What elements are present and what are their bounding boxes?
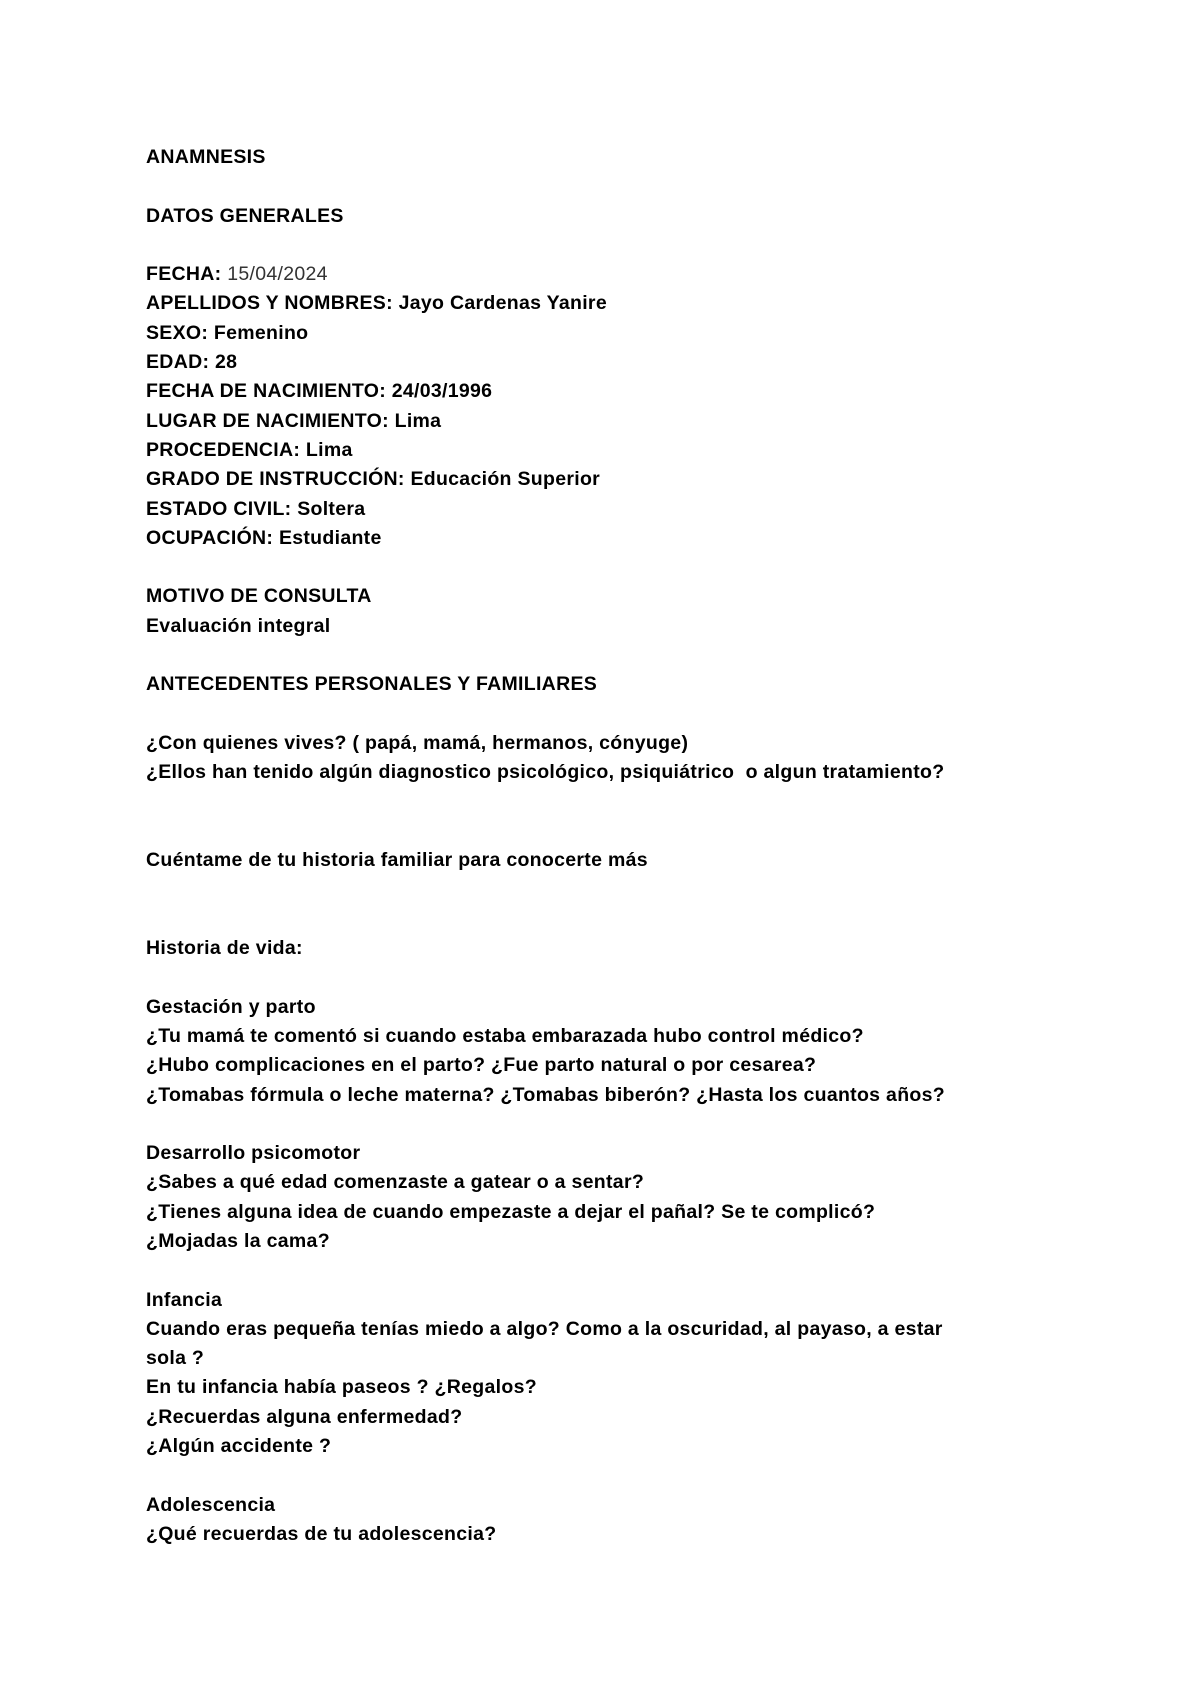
question-item: ¿Tu mamá te comentó si cuando estaba embarazada hubo control médico?: [146, 1024, 864, 1047]
field-value: Lima: [305, 438, 353, 461]
question-item: En tu infancia había paseos ? ¿Regalos?: [146, 1376, 537, 1399]
field-procedencia: [146, 436, 1046, 465]
field-nombres: [146, 289, 1046, 318]
document-body: [146, 143, 1046, 1549]
field-label: GRADO DE INSTRUCCIÓN:: [146, 468, 405, 491]
question-with-whom: ¿Con quienes vives? ( papá, mamá, hermanos, cónyuge): [146, 731, 689, 754]
question-item: sola ?: [146, 1347, 205, 1370]
question-item: ¿Hubo complicaciones en el parto? ¿Fue parto natural o por cesarea?: [146, 1054, 817, 1077]
field-estado-civil: [146, 495, 1046, 524]
field-value: 15/04/2024: [227, 263, 328, 286]
section-heading-historia: Historia de vida:: [146, 937, 303, 960]
field-value: Soltera: [297, 497, 366, 520]
question-item: ¿Mojadas la cama?: [146, 1229, 330, 1252]
question-diagnosis: ¿Ellos han tenido algún diagnostico psicológico, psiquiátrico o algun tratamiento?: [146, 761, 945, 784]
question-item: ¿Tomabas fórmula o leche materna? ¿Tomabas biberón? ¿Hasta los cuantos años?: [146, 1083, 945, 1106]
question-item: ¿Tienes alguna idea de cuando empezaste a dejar el pañal? Se te complicó?: [146, 1200, 876, 1223]
field-value: 24/03/1996: [391, 380, 493, 403]
field-label: OCUPACIÓN:: [146, 526, 274, 549]
field-value: Jayo Cardenas Yanire: [398, 292, 607, 315]
field-label: APELLIDOS Y NOMBRES:: [146, 292, 393, 315]
section-heading-antecedentes: ANTECEDENTES PERSONALES Y FAMILIARES: [146, 673, 598, 696]
field-label: SEXO:: [146, 321, 209, 344]
subheading-infancia: Infancia: [146, 1288, 223, 1311]
field-grado-instruccion: [146, 465, 1046, 494]
field-label: LUGAR DE NACIMIENTO:: [146, 409, 389, 432]
field-value: Femenino: [213, 321, 309, 344]
subheading-desarrollo: Desarrollo psicomotor: [146, 1142, 361, 1165]
field-lugar-nacimiento: [146, 407, 1046, 436]
field-label: FECHA DE NACIMIENTO:: [146, 380, 386, 403]
field-sexo: [146, 319, 1046, 348]
subheading-adolescencia: Adolescencia: [146, 1493, 276, 1516]
motivo-text: Evaluación integral: [146, 614, 331, 637]
field-label: FECHA:: [146, 263, 222, 286]
field-label: EDAD:: [146, 351, 210, 374]
field-value: 28: [214, 351, 238, 374]
question-family-history: Cuéntame de tu historia familiar para conocerte más: [146, 849, 648, 872]
section-heading-general: DATOS GENERALES: [146, 204, 344, 227]
question-item: ¿Recuerdas alguna enfermedad?: [146, 1405, 463, 1428]
section-heading-motivo: MOTIVO DE CONSULTA: [146, 585, 372, 608]
field-fecha: [146, 260, 1046, 289]
subheading-gestacion: Gestación y parto: [146, 995, 316, 1018]
field-value: Estudiante: [278, 526, 382, 549]
field-fecha-nacimiento: [146, 377, 1046, 406]
field-value: Lima: [394, 409, 442, 432]
question-item: ¿Sabes a qué edad comenzaste a gatear o a sentar?: [146, 1171, 645, 1194]
question-item: ¿Algún accidente ?: [146, 1435, 332, 1458]
question-item: Cuando eras pequeña tenías miedo a algo? Como a la oscuridad, al payaso, a estar: [146, 1317, 943, 1340]
field-label: PROCEDENCIA:: [146, 438, 301, 461]
field-value: Educación Superior: [410, 468, 601, 491]
field-edad: [146, 348, 1046, 377]
field-label: ESTADO CIVIL:: [146, 497, 292, 520]
field-ocupacion: [146, 524, 1046, 553]
document-title: ANAMNESIS: [146, 146, 266, 168]
question-item: ¿Qué recuerdas de tu adolescencia?: [146, 1522, 497, 1545]
